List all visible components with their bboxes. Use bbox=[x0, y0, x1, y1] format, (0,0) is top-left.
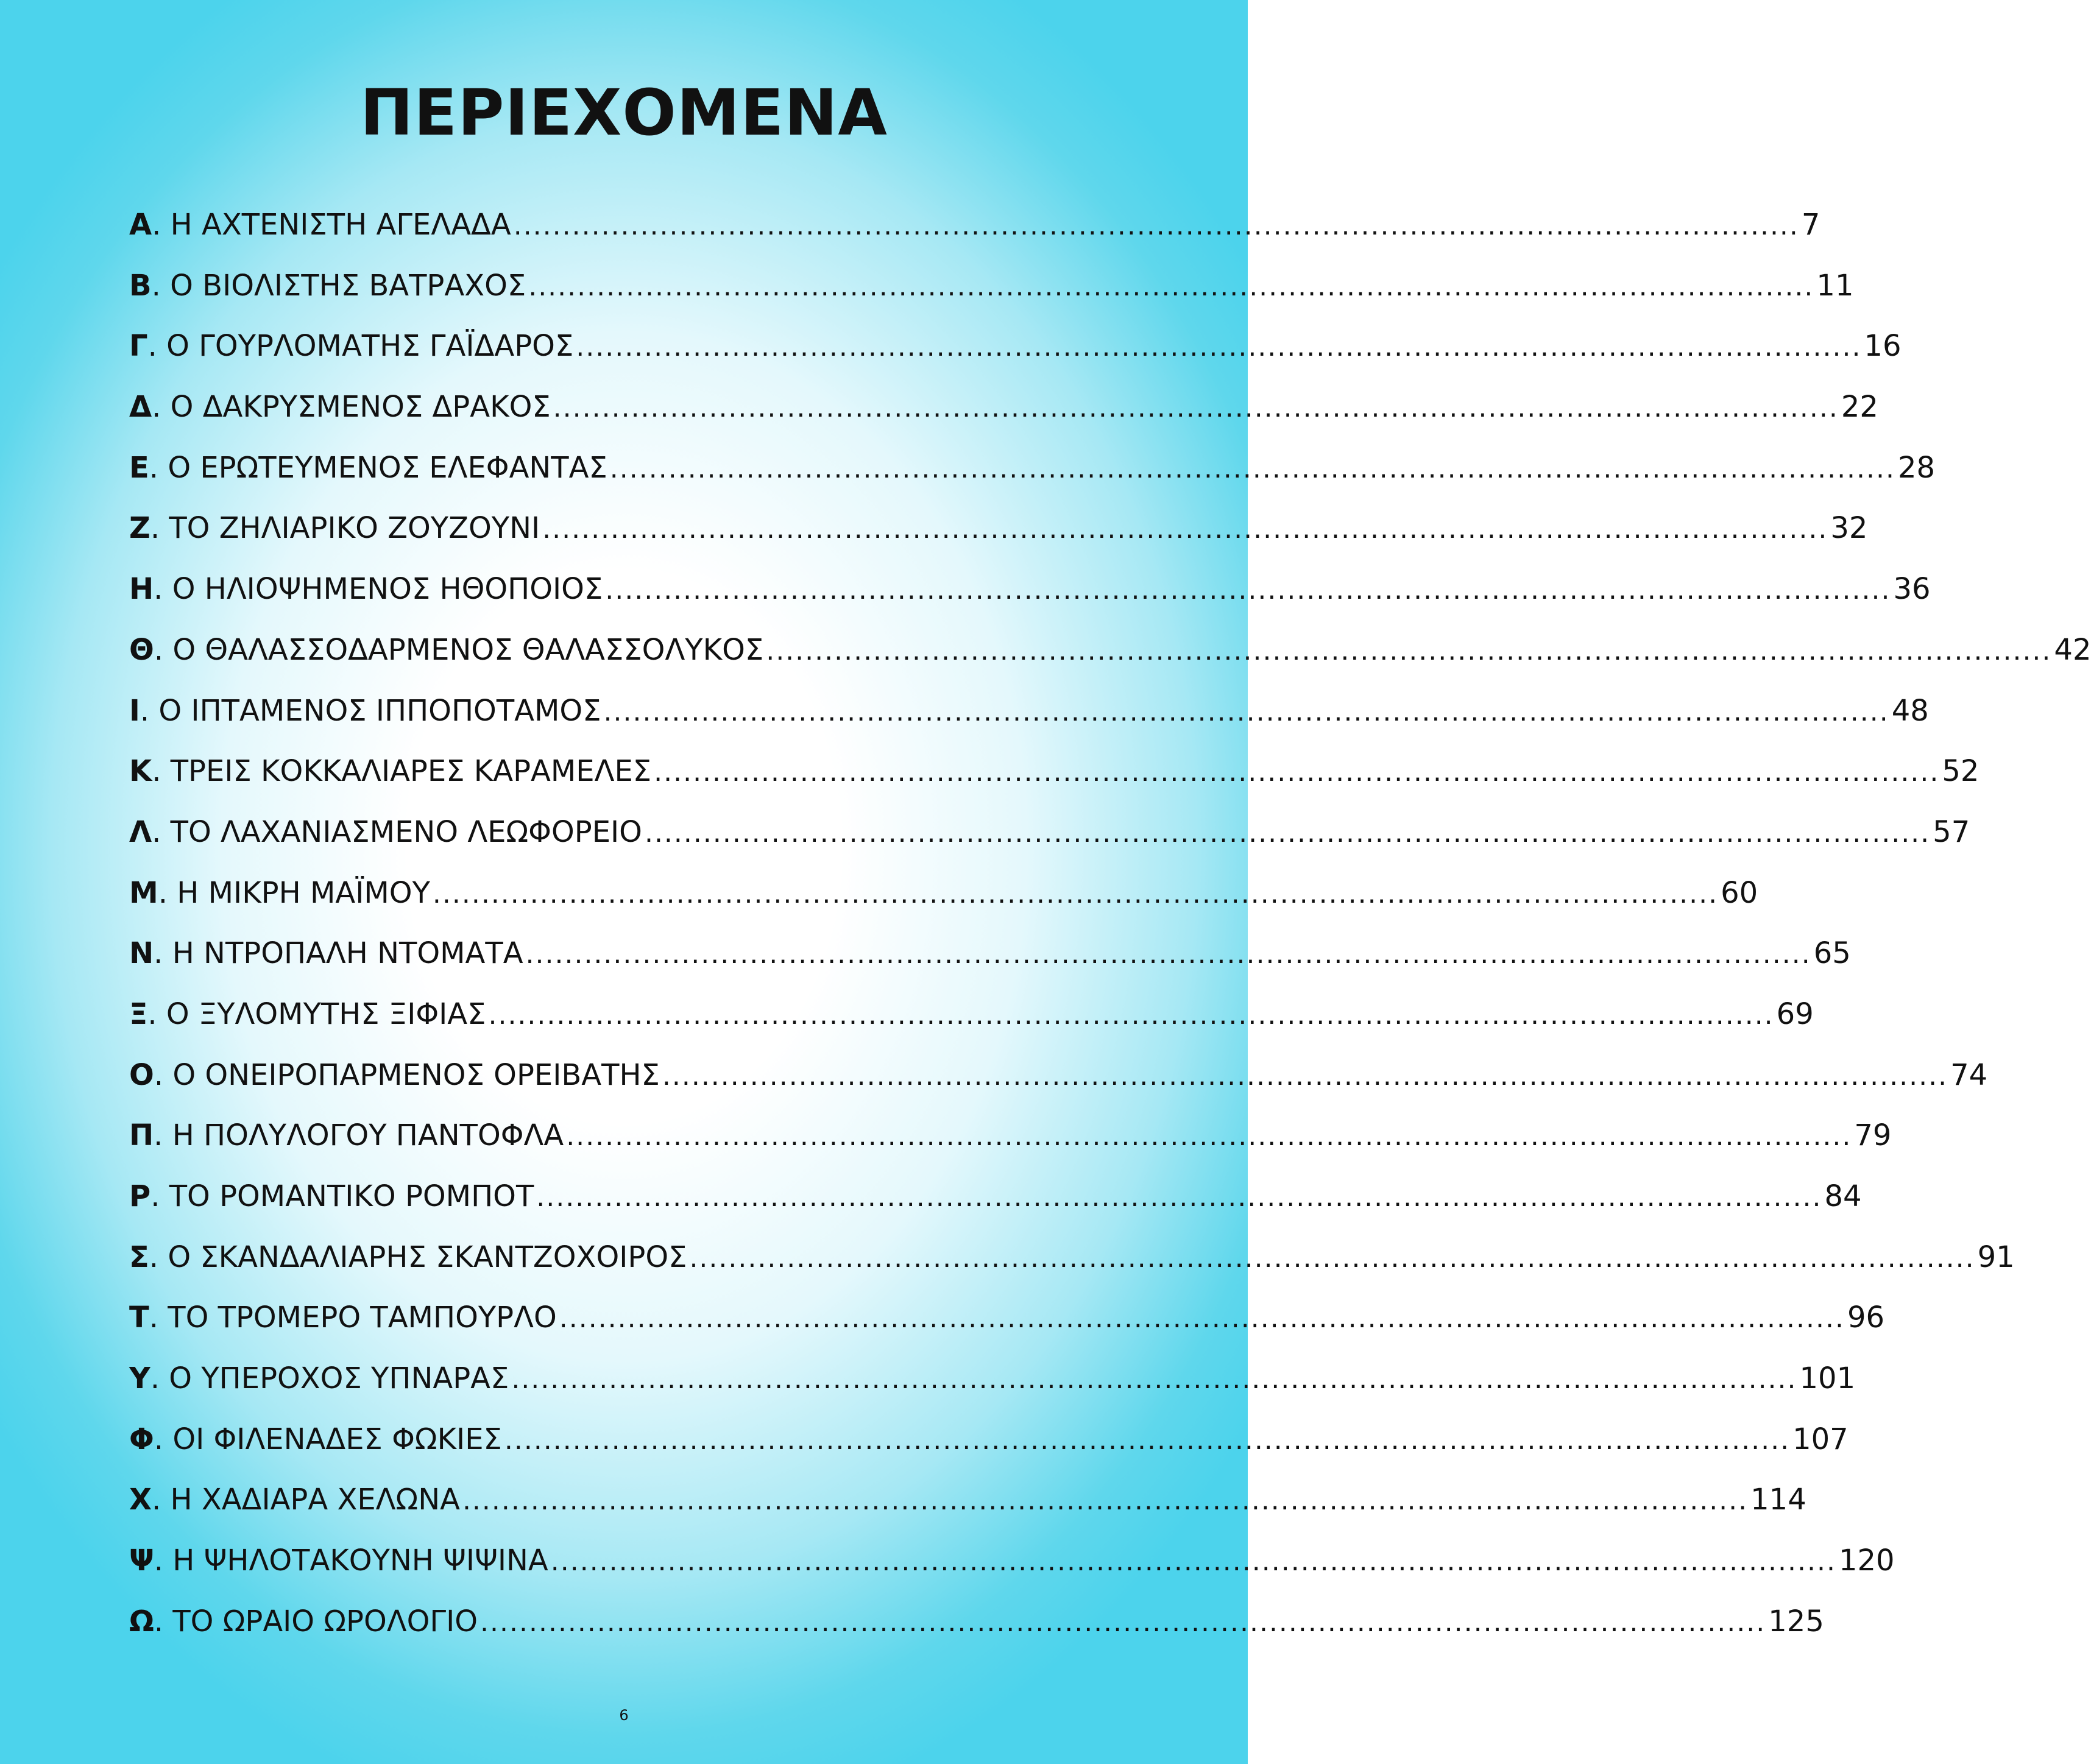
entry-title: Η ΧΑΔΙΑΡΑ ΧΕΛΩΝΑ bbox=[170, 1483, 460, 1517]
entry-title: Ο ΒΙΟΛΙΣΤΗΣ ΒΑΤΡΑΧΟΣ bbox=[170, 268, 526, 303]
toc-entry[interactable] bbox=[129, 1592, 1824, 1653]
entry-title-wrapper bbox=[129, 559, 603, 620]
entry-page-number: 36 bbox=[1893, 572, 1931, 607]
entry-title-wrapper bbox=[129, 316, 573, 377]
dot-leader: .................................................................................................................................... bbox=[654, 757, 1940, 788]
toc-entry[interactable] bbox=[129, 559, 1931, 620]
entry-page-number: 52 bbox=[1942, 754, 1980, 789]
letter-separator: . bbox=[154, 632, 173, 667]
entry-page-number: 57 bbox=[1933, 814, 1970, 849]
dot-leader: .................................................................................................................................... bbox=[559, 1303, 1845, 1335]
letter-separator: . bbox=[150, 1361, 169, 1396]
toc-entry[interactable] bbox=[129, 195, 1820, 256]
dot-leader: .................................................................................................................................... bbox=[662, 1060, 1948, 1092]
toc-entry[interactable] bbox=[129, 1409, 1849, 1470]
entry-title-wrapper bbox=[129, 863, 430, 924]
letter-separator: . bbox=[147, 997, 166, 1031]
dot-leader: .................................................................................................................................... bbox=[566, 1121, 1852, 1152]
entry-title-wrapper bbox=[129, 256, 526, 317]
entry-letter: Χ bbox=[129, 1483, 152, 1517]
entry-page-number: 84 bbox=[1824, 1179, 1862, 1213]
letter-separator: . bbox=[154, 1544, 173, 1578]
entry-title: Ο ΙΠΤΑΜΕΝΟΣ ΙΠΠΟΠΟΤΑΜΟΣ bbox=[158, 693, 601, 728]
entry-title: ΤΟ ΤΡΟΜΕΡΟ ΤΑΜΠΟΥΡΛΟ bbox=[168, 1300, 557, 1335]
dot-leader: .................................................................................................................................... bbox=[511, 1364, 1797, 1395]
entry-title-wrapper bbox=[129, 1592, 478, 1653]
toc-entry[interactable] bbox=[129, 802, 1970, 863]
dot-leader: .................................................................................................................................... bbox=[536, 1182, 1822, 1213]
entry-letter: Ο bbox=[129, 1057, 154, 1092]
page-title: ΠΕΡΙΕΧΟΜΕΝΑ bbox=[360, 76, 888, 150]
toc-entry[interactable] bbox=[129, 1531, 1895, 1592]
entry-letter: Α bbox=[129, 208, 152, 242]
dot-leader: .................................................................................................................................... bbox=[462, 1485, 1749, 1517]
entry-title: ΤΟ ΖΗΛΙΑΡΙΚΟ ΖΟΥΖΟΥΝΙ bbox=[169, 511, 540, 546]
entry-page-number: 65 bbox=[1813, 936, 1851, 971]
toc-entry[interactable] bbox=[129, 620, 2091, 681]
dot-leader: .................................................................................................................................... bbox=[542, 513, 1828, 545]
entry-page-number: 69 bbox=[1776, 997, 1814, 1031]
entry-page-number: 7 bbox=[1801, 208, 1820, 242]
letter-separator: . bbox=[150, 511, 169, 546]
letter-separator: . bbox=[152, 814, 171, 849]
toc-entry[interactable] bbox=[129, 1470, 1806, 1531]
entry-letter: Γ bbox=[129, 329, 148, 364]
entry-letter: Ζ bbox=[129, 511, 150, 546]
entry-title-wrapper bbox=[129, 1409, 502, 1470]
entry-title-wrapper bbox=[129, 620, 763, 681]
entry-title-wrapper bbox=[129, 923, 523, 984]
entry-title: ΟΙ ΦΙΛΕΝΑΔΕΣ ΦΩΚΙΕΣ bbox=[172, 1422, 502, 1456]
dot-leader: .................................................................................................................................... bbox=[553, 392, 1839, 424]
letter-separator: . bbox=[149, 1300, 168, 1335]
letter-separator: . bbox=[152, 1483, 171, 1517]
toc-entry[interactable] bbox=[129, 256, 1854, 317]
toc-entry[interactable] bbox=[129, 1288, 1885, 1349]
entry-letter: Ε bbox=[129, 450, 149, 485]
entry-letter: Υ bbox=[129, 1361, 150, 1396]
dot-leader: .................................................................................................................................... bbox=[609, 453, 1895, 484]
entry-letter: Φ bbox=[129, 1422, 154, 1456]
entry-title: Ο ΗΛΙΟΨΗΜΕΝΟΣ ΗΘΟΠΟΙΟΣ bbox=[172, 572, 603, 607]
entry-title-wrapper bbox=[129, 1106, 564, 1166]
entry-page-number: 60 bbox=[1721, 875, 1758, 910]
entry-title-wrapper bbox=[129, 1045, 660, 1106]
letter-separator: . bbox=[158, 875, 177, 910]
entry-letter: Β bbox=[129, 268, 152, 303]
letter-separator: . bbox=[154, 1118, 172, 1153]
entry-title: ΤΟ ΩΡΑΙΟ ΩΡΟΛΟΓΙΟ bbox=[172, 1604, 478, 1639]
entry-page-number: 48 bbox=[1891, 693, 1929, 728]
entry-page-number: 91 bbox=[1977, 1240, 2015, 1274]
entry-letter: Τ bbox=[129, 1300, 149, 1335]
entry-letter: Ρ bbox=[129, 1179, 151, 1213]
toc-entry[interactable] bbox=[129, 681, 1929, 742]
entry-title-wrapper bbox=[129, 1227, 687, 1288]
entry-title-wrapper bbox=[129, 195, 511, 256]
entry-page-number: 101 bbox=[1799, 1361, 1856, 1396]
toc-entry[interactable] bbox=[129, 498, 1868, 559]
letter-separator: . bbox=[154, 1057, 173, 1092]
dot-leader: .................................................................................................................................... bbox=[528, 270, 1814, 302]
letter-separator: . bbox=[154, 1422, 173, 1456]
letter-separator: . bbox=[149, 450, 168, 485]
letter-separator: . bbox=[149, 1240, 168, 1274]
entry-title-wrapper bbox=[129, 498, 540, 559]
entry-title: ΤΟ ΡΟΜΑΝΤΙΚΟ ΡΟΜΠΟΤ bbox=[169, 1179, 534, 1213]
entry-letter: Ν bbox=[129, 936, 154, 971]
entry-page-number: 16 bbox=[1864, 329, 1902, 364]
entry-page-number: 42 bbox=[2054, 632, 2091, 667]
entry-title: Ο ΥΠΕΡΟΧΟΣ ΥΠΝΑΡΑΣ bbox=[169, 1361, 509, 1396]
entry-page-number: 22 bbox=[1841, 390, 1878, 425]
letter-separator: . bbox=[140, 693, 159, 728]
letter-separator: . bbox=[152, 754, 171, 789]
entry-page-number: 125 bbox=[1768, 1604, 1824, 1639]
entry-title: Η ΑΧΤΕΝΙΣΤΗ ΑΓΕΛΑΔΑ bbox=[170, 208, 511, 242]
dot-leader: .................................................................................................................................... bbox=[576, 331, 1862, 363]
entry-title-wrapper bbox=[129, 802, 642, 863]
dot-leader: .................................................................................................................................... bbox=[603, 696, 1889, 727]
entry-letter: Η bbox=[129, 572, 154, 607]
letter-separator: . bbox=[151, 268, 171, 303]
entry-title-wrapper bbox=[129, 1470, 460, 1531]
dot-leader: .................................................................................................................................... bbox=[550, 1546, 1836, 1578]
entry-title: Η ΠΟΛΥΛΟΓΟΥ ΠΑΝΤΟΦΛΑ bbox=[172, 1118, 564, 1153]
entry-title-wrapper bbox=[129, 1531, 548, 1592]
entry-page-number: 114 bbox=[1750, 1483, 1806, 1517]
toc-entry[interactable] bbox=[129, 1045, 1988, 1106]
entry-page-number: 11 bbox=[1816, 268, 1854, 303]
entry-title: Η ΨΗΛΟΤΑΚΟΥΝΗ ΨΙΨΙΝΑ bbox=[172, 1544, 548, 1578]
entry-title: Ο ΘΑΛΑΣΣΟΔΑΡΜΕΝΟΣ ΘΑΛΑΣΣΟΛΥΚΟΣ bbox=[172, 632, 764, 667]
toc-entry[interactable] bbox=[129, 377, 1878, 438]
entry-title-wrapper bbox=[129, 681, 601, 742]
entry-title-wrapper bbox=[129, 1288, 557, 1349]
dot-leader: .................................................................................................................................... bbox=[513, 210, 1799, 241]
entry-title: ΤΟ ΛΑΧΑΝΙΑΣΜΕΝΟ ΛΕΩΦΟΡΕΙΟ bbox=[170, 814, 642, 849]
entry-page-number: 107 bbox=[1792, 1422, 1849, 1456]
entry-title-wrapper bbox=[129, 377, 551, 438]
entry-title-wrapper bbox=[129, 1166, 534, 1227]
dot-leader: .................................................................................................................................... bbox=[766, 635, 2052, 666]
entry-letter: Ι bbox=[129, 693, 140, 728]
toc-entry[interactable] bbox=[129, 316, 1902, 377]
entry-page-number: 96 bbox=[1847, 1300, 1885, 1335]
dot-leader: .................................................................................................................................... bbox=[432, 878, 1719, 909]
entry-title: Η ΜΙΚΡΗ ΜΑΪΜΟΥ bbox=[177, 875, 430, 910]
letter-separator: . bbox=[154, 572, 172, 607]
entry-page-number: 120 bbox=[1838, 1544, 1895, 1578]
dot-leader: .................................................................................................................................... bbox=[689, 1242, 1975, 1274]
letter-separator: . bbox=[154, 1604, 173, 1639]
entry-page-number: 32 bbox=[1830, 511, 1868, 546]
entry-title: Ο ΣΚΑΝΔΑΛΙΑΡΗΣ ΣΚΑΝΤΖΟΧΟΙΡΟΣ bbox=[168, 1240, 687, 1274]
letter-separator: . bbox=[152, 208, 171, 242]
entry-title-wrapper bbox=[129, 741, 651, 802]
entry-title: Ο ΞΥΛΟΜΥΤΗΣ ΞΙΦΙΑΣ bbox=[166, 997, 486, 1031]
dot-leader: .................................................................................................................................... bbox=[525, 939, 1811, 970]
entry-letter: Θ bbox=[129, 632, 154, 667]
toc-entry[interactable] bbox=[129, 438, 1936, 499]
dot-leader: .................................................................................................................................... bbox=[644, 817, 1931, 848]
letter-separator: . bbox=[154, 936, 172, 971]
entry-letter: Ψ bbox=[129, 1544, 154, 1578]
entry-letter: Μ bbox=[129, 875, 158, 910]
entry-page-number: 74 bbox=[1950, 1057, 1988, 1092]
entry-title: Ο ΕΡΩΤΕΥΜΕΝΟΣ ΕΛΕΦΑΝΤΑΣ bbox=[168, 450, 607, 485]
toc-entry[interactable] bbox=[129, 1227, 2015, 1288]
entry-letter: Ξ bbox=[129, 997, 148, 1031]
entry-letter: Κ bbox=[129, 754, 152, 789]
entry-letter: Λ bbox=[129, 814, 152, 849]
entry-letter: Ω bbox=[129, 1604, 154, 1639]
toc-entry[interactable] bbox=[129, 1349, 1856, 1409]
entry-letter: Δ bbox=[129, 390, 152, 425]
entry-title: Ο ΔΑΚΡΥΣΜΕΝΟΣ ΔΡΑΚΟΣ bbox=[170, 390, 551, 425]
toc-entry[interactable] bbox=[129, 741, 1980, 802]
entry-title-wrapper bbox=[129, 438, 607, 499]
letter-separator: . bbox=[150, 1179, 169, 1213]
entry-page-number: 79 bbox=[1854, 1118, 1892, 1153]
letter-separator: . bbox=[152, 390, 171, 425]
toc-entry[interactable] bbox=[129, 1106, 1892, 1166]
page-number: 6 bbox=[619, 1707, 629, 1724]
entry-title: Η ΝΤΡΟΠΑΛΗ ΝΤΟΜΑΤΑ bbox=[172, 936, 523, 971]
table-of-contents bbox=[129, 195, 2091, 1653]
entry-letter: Π bbox=[129, 1118, 154, 1153]
dot-leader: .................................................................................................................................... bbox=[480, 1606, 1766, 1638]
entry-letter: Σ bbox=[129, 1240, 149, 1274]
toc-entry[interactable] bbox=[129, 1166, 1862, 1227]
letter-separator: . bbox=[147, 329, 167, 364]
entry-page-number: 28 bbox=[1898, 450, 1936, 485]
dot-leader: .................................................................................................................................... bbox=[488, 999, 1774, 1031]
entry-title-wrapper bbox=[129, 984, 486, 1045]
toc-entry[interactable] bbox=[129, 923, 1851, 984]
dot-leader: .................................................................................................................................... bbox=[504, 1424, 1791, 1456]
entry-title-wrapper bbox=[129, 1349, 509, 1409]
entry-title: Ο ΟΝΕΙΡΟΠΑΡΜΕΝΟΣ ΟΡΕΙΒΑΤΗΣ bbox=[172, 1057, 660, 1092]
entry-title: Ο ΓΟΥΡΛΟΜΑΤΗΣ ΓΑΪΔΑΡΟΣ bbox=[166, 329, 574, 364]
entry-title: ΤΡΕΙΣ ΚΟΚΚΑΛΙΑΡΕΣ ΚΑΡΑΜΕΛΕΣ bbox=[170, 754, 652, 789]
toc-entry[interactable] bbox=[129, 863, 1758, 924]
dot-leader: .................................................................................................................................... bbox=[605, 574, 1891, 606]
toc-entry[interactable] bbox=[129, 984, 1814, 1045]
